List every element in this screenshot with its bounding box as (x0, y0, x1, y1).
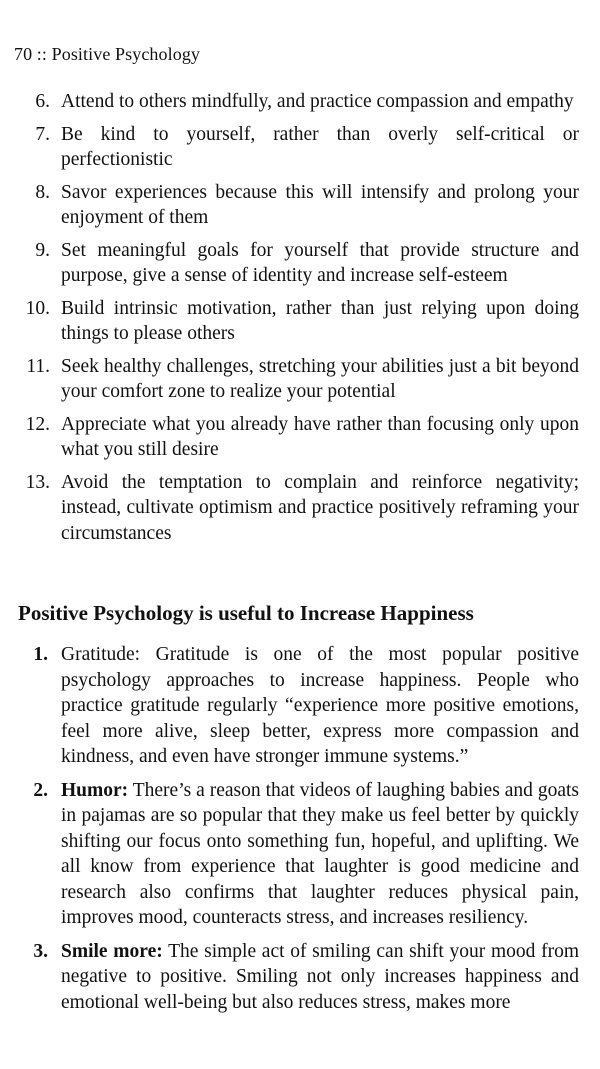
list-item-text: There’s a reason that videos of laughing babies and goats in pajamas are so popular that they make us feel better by quickly shifting our focus onto something fun, hopeful, and uplifting. We all know from experience that laughter is good medicine and research also confirms that laughter reduces physical pain, improves mood, counteracts stress, and increases resiliency. (61, 779, 579, 928)
running-header: 70 :: Positive Psychology (14, 44, 201, 64)
section-heading: Positive Psychology is useful to Increase Happiness (18, 601, 474, 625)
list-item-text: Attend to others mindfully, and practice compassion and empathy (61, 91, 574, 112)
list-item-body (61, 642, 579, 770)
list-item-term: Humor: (61, 779, 129, 801)
list-item-number: 10. (25, 297, 50, 319)
list-item-number: 6. (35, 91, 50, 112)
list-item-term: Smile more: (61, 940, 163, 962)
list-item-number: 7. (35, 123, 50, 145)
list-item (0, 296, 600, 347)
list-item (0, 939, 600, 1016)
list-item-body (61, 778, 579, 931)
list-item-text: Be kind to yourself, rather than overly self-critical or perfectionistic (61, 123, 579, 170)
list-item (0, 122, 600, 173)
list-item-number: 2. (33, 779, 48, 801)
list-item (0, 89, 600, 115)
list-item-number: 8. (35, 181, 50, 203)
list-item-number: 9. (35, 239, 50, 261)
bold-numbered-list (0, 642, 600, 1023)
list-item-text: Avoid the temptation to complain and reinforce negativity; instead, cultivate optimism and practice positively reframing your circumstances (61, 471, 579, 544)
list-item-number: 13. (25, 471, 50, 493)
list-item-text: Seek healthy challenges, stretching your abilities just a bit beyond your comfort zone to realize your potential (61, 355, 579, 402)
list-item-text: Gratitude: Gratitude is one of the most popular positive psychology approaches to increase happiness. People who practice gratitude regularly “experience more positive emotions, feel more alive, sleep better, express more compassion and kindness, and even have stronger immune systems.” (61, 644, 579, 767)
list-item-number: 3. (33, 940, 48, 962)
list-item (0, 412, 600, 463)
list-item-number: 1. (33, 644, 48, 665)
list-item-number: 12. (25, 413, 50, 435)
list-item (0, 470, 600, 547)
list-item (0, 354, 600, 405)
list-item (0, 642, 600, 770)
list-item-text: Build intrinsic motivation, rather than just relying upon doing things to please others (61, 297, 579, 344)
numbered-list (0, 89, 600, 553)
list-item-text: Set meaningful goals for yourself that provide structure and purpose, give a sense of identity and increase self-esteem (61, 239, 579, 286)
list-item (0, 180, 600, 231)
list-item (0, 238, 600, 289)
list-item-number: 11. (26, 355, 50, 377)
list-item-text: The simple act of smiling can shift your mood from negative to positive. Smiling not only increases happiness and emotional well-being but also reduces stress, makes more (61, 940, 579, 1013)
list-item-text: Savor experiences because this will intensify and prolong your enjoyment of them (61, 181, 579, 228)
list-item (0, 778, 600, 931)
list-item-body (61, 939, 579, 1016)
list-item-text: Appreciate what you already have rather than focusing only upon what you still desire (61, 413, 579, 460)
